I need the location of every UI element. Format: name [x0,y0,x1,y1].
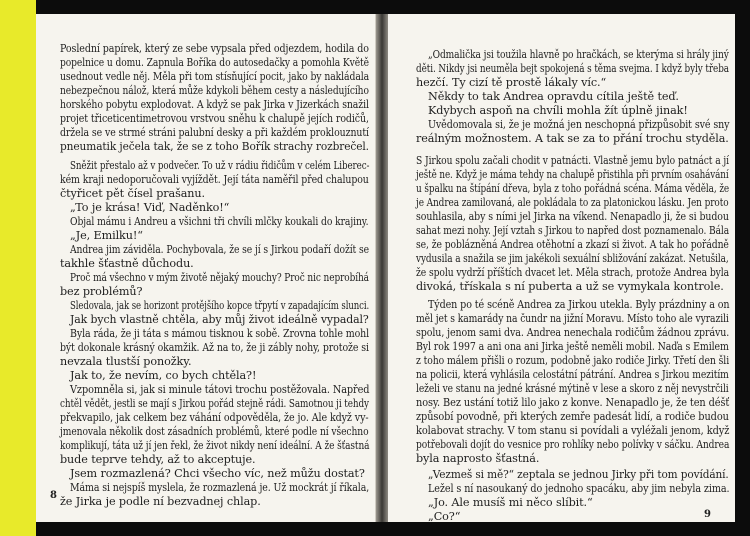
right-page-line: Ležel s ní nasoukaný do jednoho spacáku, aby jim nebyla zima. [428,482,730,495]
left-page-line: Sledovala, jak se horizont protějšího kopce třpytí v zapadajícím slunci. [70,299,370,312]
right-page-line: způsobí povodně, při kterých zemře padesát lidí, a rodiče budou [416,410,729,423]
left-page-line: usednout vedle něj. Měla při tom stísňující pocit, jako by nakládala [60,70,370,83]
right-page-line: u špalku na štípání dřeva, byla z toho pořádná scéna. Máma věděla, že [416,182,730,195]
left-page-line: kém kraji nedoporučovali vyjíždět. Její táta naměřil před chalupou [60,173,369,186]
right-page-line: divoká, třískala s ní puberta a už se vymykala kontrole. [416,280,724,293]
left-page-line: Jak bych vlastně chtěla, aby můj život ideálně vypadal? [70,313,369,326]
yellow-book-edge [0,0,36,536]
left-page-line: bez problémů? [60,285,143,298]
right-page-line: na policii, která vyhlásila celostátní pátrání. Andrea s Jirkou mezitím [416,368,729,381]
left-page-line: nevzala tlustší ponožky. [60,355,192,368]
left-page-line: jmenovala několik dost zásadních problémů, které podle ní všechno [60,425,369,438]
right-page-line: S Jirkou spolu začali chodit v patnácti. Vlastně jemu bylo patnáct a jí [416,154,729,167]
left-page-line: čtyřicet pět čísel prašanu. [60,187,205,200]
right-page-line: Někdy to tak Andrea opravdu cítila ještě teď. [428,90,679,103]
left-page-line: Proč má všechno v mým životě nějaký mouchy? Proč nic neprobíhá [70,271,369,284]
right-page-line: byla naprosto šťastná. [416,452,540,465]
right-page-line: Uvědomovala si, že je možná jen neschopná přizpůsobit své sny [428,118,730,131]
right-page-line: spolu, jenom sami dva. Andrea nenechala rodičům žádnou zprávu. [416,326,730,339]
right-page-line: že spolu vydrží příštích dvacet let. Měla strach, protože Andrea byla [416,266,730,279]
right-page-line: souhlasila, aby s ními jel Jirka na víkend. Nenapadlo ji, že si budou [416,210,729,223]
left-page-line: Máma si nejspíš myslela, že rozmazlená je. Už mockrát jí říkala, [70,481,370,494]
left-page-line: překvapilo, jak celkem bez váhání odpověděla, že jo. Ale když vy- [60,411,369,424]
left-page-line: takhle šťastně důchodu. [60,257,194,270]
right-page-number: 9 [704,509,711,520]
left-page-line: být dokonale krásný okamžik. Až na to, že ji zábly nohy, protože si [60,341,369,354]
right-page [388,14,735,522]
left-page-line: pneumatik ječela tak, že se z toho Bořík strachy rozbrečel. [60,140,369,153]
right-page-line: reálným možnostem. A tak se za to přání trochu styděla. [416,132,729,145]
right-page-line: nosy. Bez ustání totiž lilo jako z konve. Nenapadlo je, že ten déšť [416,396,730,409]
left-page-line: projet třiceticentimetrovou vrstvou sněhu k chalupě jejích rodičů, [60,112,369,125]
left-page-line: nebezpečnou nálož, která může kdykoli během cesty a následujícího [60,84,369,97]
left-page-line: bude teprve tehdy, až to akceptuje. [60,453,256,466]
right-page-text [388,14,735,522]
right-page-line: „Odmalička jsi toužila hlavně po hračkách, se kterýma si hrály jiný [428,48,729,61]
left-page-line: Poslední papírek, který ze sebe vypsala před odjezdem, hodila do [60,42,369,55]
left-page-text [36,14,375,522]
left-page-line: Sněžit přestalo až v podvečer. To už v rádiu řidičům v celém Liberec- [70,159,370,172]
left-page-line: Objal mámu i Andreu a všichni tři chvíli mlčky koukali do krajiny. [70,215,369,228]
right-page-line: je Andrea zamilovaná, ale pokládala to za platonickou lásku. Jen proto [416,196,729,209]
right-page-line: leželi ve stanu na jedné krásné mýtině v lese a skoro z něj nevystrčili [416,382,729,395]
left-page-line: Vzpomněla si, jak si minule tátovi trochu postěžovala. Napřed [70,383,370,396]
left-page-line: horského pobytu explodovat. A když se pak Jirka v Jizerkách snažil [60,98,369,111]
right-page-line: měl jet s kamarády na čundr na jižní Moravu. Místo toho ale vyrazili [416,312,729,325]
right-page-line: hezčí. Ty cizí tě prostě lákaly víc.“ [416,76,607,89]
left-page-line: „To je krása! Viď, Naděnko!“ [70,201,230,214]
left-page-line: Jsem rozmazlená? Chci všecho víc, než můžu dostat? [70,467,365,480]
right-page-line: kolabovat strachy. V tom stanu si povídali a vyléžali jenom, když [416,424,730,437]
left-page-line: Byla ráda, že ji táta s mámou tisknou k sobě. Zrovna tohle mohl [70,327,370,340]
left-page-line: Jak to, že nevím, co bych chtěla?! [70,369,257,382]
left-page-number: 8 [50,490,57,501]
left-page-line: chtěl vědět, jestli se mají s Jirkou pořád stejně rádi. Samotnou ji tehdy [60,397,369,410]
left-page-line: popelnice u domu. Zapnula Boříka do autosedačky a pomohla Květě [60,56,369,69]
right-page-line: potřebovali dojít do vesnice pro rohlíky nebo polívky v sáčku. Andrea [416,438,730,451]
right-page-line: z toho málem přišli o rozum, podobně jako rodiče Jirky. Třetí den šli [416,354,730,367]
right-page-line: se, že poblázněná Andrea otěhotní a zkazí si život. A tak ho pořádně [416,238,729,251]
right-page-line: vydusila a snažila se jim jakékoli sexuální sbližování zakázat. Netušila, [416,252,729,265]
right-page-line: ještě ne. Když je máma tehdy na chalupě přistihla při prvním osahávání [416,168,729,181]
book-gutter [376,14,388,522]
right-page-line: Byl rok 1997 a ani ona ani Jirka ještě neměli mobil. Naďa s Emilem [416,340,729,353]
left-page-line: komplikují, táta už jí jen řekl, že život nikdy není ideální. A že šťastná [60,439,370,452]
right-page-line: sahat mezi nohy. Její vztah s Jirkou to napřed dost poznamenalo. Bála [416,224,730,237]
right-page-line: Kdybych aspoň na chvíli mohla žít úplně jinak! [428,104,688,117]
left-page-line: že Jirka je podle ní bezvadnej chlap. [60,495,261,508]
left-page-line: Andrea jim záviděla. Pochybovala, že se jí s Jirkou podaří dožít se [70,243,369,256]
left-page-line: držela se ve strmé stráni palubní desky a při každém proklouznutí [60,126,369,139]
right-page-line: „Co?“ [428,510,461,522]
right-page-line: děti. Nikdy jsi neuměla bejt spokojená s těma svejma. I když byly třeba [416,62,729,75]
left-page [36,14,376,522]
right-page-line: „Vezmeš si mě?“ zeptala se jednou Jirky při tom povídání. [428,468,729,481]
right-page-line: Týden po té scéně Andrea za Jirkou utekla. Byly prázdniny a on [428,298,730,311]
right-page-line: „Jo. Ale musíš mi něco slíbit.“ [428,496,593,509]
left-page-line: „Je, Emilku!“ [70,229,143,242]
